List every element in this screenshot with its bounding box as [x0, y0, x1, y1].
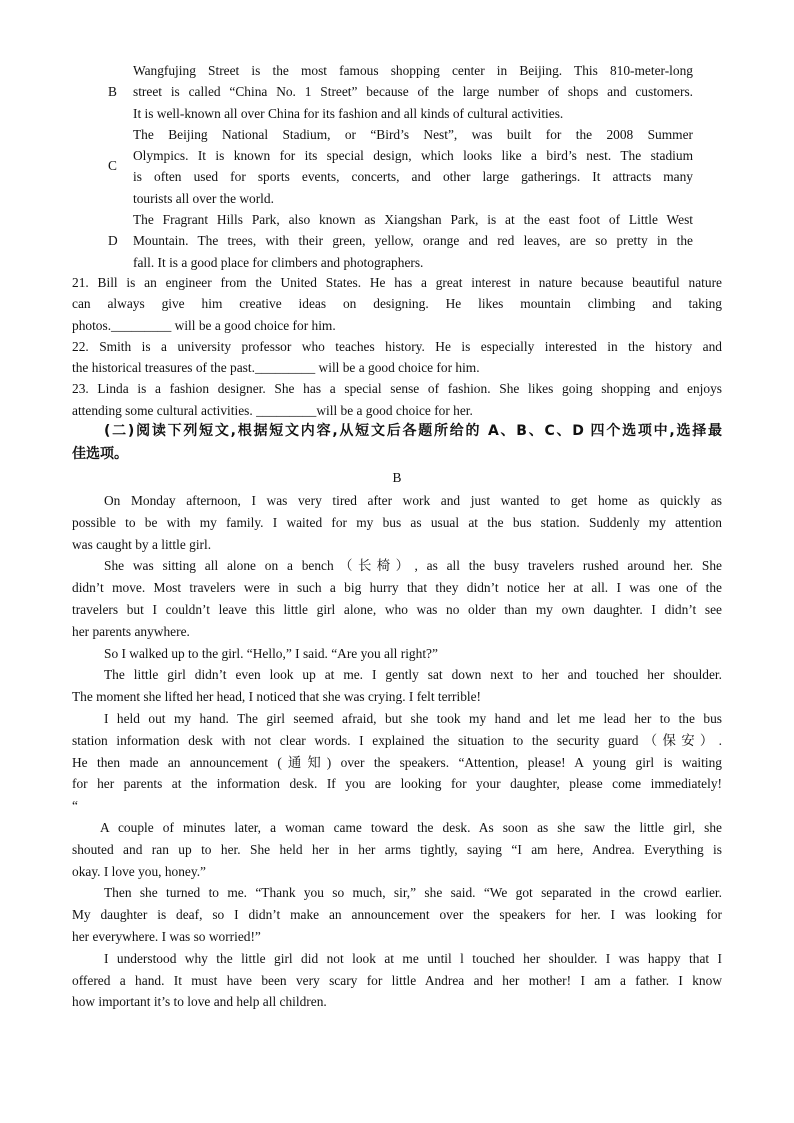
text-line: My daughter is deaf, so I didn’t make an announcement over the speakers for her. I was looking for [72, 907, 722, 923]
text-line: is often used for sports events, concerts, and other large gatherings. It attracts many [133, 169, 693, 185]
text-line: her parents anywhere. [72, 623, 190, 639]
section-heading [72, 420, 722, 466]
text-line: So I walked up to the girl. “Hello,” I said. “Are you all right?” [104, 645, 438, 661]
heading-line: (二)阅读下列短文,根据短文内容,从短文后各题所给的 A、B、C、D 四个选项中,选择最 [104, 423, 722, 439]
text-line: didn’t move. Most travelers were in such a big hurry that they didn’t notice her at all. I was one of the [72, 580, 722, 596]
text-line: possible to be with my family. I waited for my bus as usual at the bus station. Suddenly my attention [72, 514, 722, 530]
text-line: 23. Linda is a fashion designer. She has a special sense of fashion. She likes going shopping and enjoys [72, 381, 722, 397]
option-d [100, 209, 700, 273]
text-line: The little girl didn’t even look up at me. I gently sat down next to her and touched her shoulder. [104, 667, 722, 683]
text-line: tourists all over the world. [133, 190, 274, 206]
option-letter: C [108, 158, 117, 174]
text-line: was caught by a little girl. [72, 536, 212, 552]
text-line: “ [72, 798, 78, 814]
text-line: how important it’s to love and help all children. [72, 994, 327, 1010]
text-line: I understood why the little girl did not look at me until l touched her shoulder. I was happy that I [104, 950, 722, 966]
text-line: fall. It is a good place for climbers and photographers. [133, 254, 424, 270]
text-line: for her parents at the information desk. If you are looking for your daughter, please come immediately! [72, 776, 722, 792]
text-line: offered a hand. It must have been very scary for little Andrea and her mother! I am a father. I know [72, 972, 722, 988]
text-line: her everywhere. I was so worried!” [72, 928, 261, 944]
text-line: shouted and ran up to her. She held her in her arms tightly, saying “I am here, Andrea. Everything is [72, 841, 722, 857]
option-text [133, 60, 693, 124]
text-line: street is called “China No. 1 Street” because of the large number of shops and customers. [133, 84, 693, 100]
text-line: She was sitting all alone on a bench（长椅）, as all the busy travelers rushed around her. She [104, 558, 722, 574]
text-line: Olympics. It is known for its special design, which looks like a bird’s nest. The stadium [133, 148, 693, 164]
text-line: The Beijing National Stadium, or “Bird’s Nest”, was built for the 2008 Summer [133, 126, 693, 142]
text-line: 22. Smith is a university professor who teaches history. He is especially interested in the history and [72, 338, 722, 354]
text-line: can always give him creative ideas on designing. He likes mountain climbing and taking [72, 296, 722, 312]
text-line: Mountain. The trees, with their green, yellow, orange and red leaves, are so pretty in the [133, 233, 693, 249]
option-c [100, 124, 700, 209]
text-line: It is well-known all over China for its fashion and all kinds of cultural activities. [133, 105, 564, 121]
paragraph [72, 555, 722, 642]
option-letter: D [108, 233, 118, 249]
paragraph [72, 664, 722, 708]
heading-line: 佳选项。 [72, 446, 128, 462]
paragraph [72, 490, 722, 555]
question-23 [72, 378, 722, 421]
text-line: travelers but I couldn’t leave this little girl alone, who was no older than my own daughter. I didn’t see [72, 601, 722, 617]
text-line: station information desk with not clear words. I explained the situation to the security guard（保安）. [72, 732, 722, 748]
text-line: photos._________ will be a good choice for him. [72, 317, 336, 333]
text-line: The Fragrant Hills Park, also known as Xiangshan Park, is at the east foot of Little West [133, 212, 693, 228]
text-line: attending some cultural activities. _________will be a good choice for her. [72, 402, 473, 418]
options-table [100, 60, 700, 273]
paragraph [72, 882, 722, 947]
passage-title: B [392, 470, 402, 485]
text-line: Wangfujing Street is the most famous shopping center in Beijing. This 810-meter-long [133, 63, 693, 78]
text-line: 21. Bill is an engineer from the United States. He has a great interest in nature because beautiful nature [72, 275, 722, 290]
text-line: He then made an announcement (通知) over the speakers. “Attention, please! A young girl is waiting [72, 754, 722, 770]
question-22 [72, 336, 722, 379]
text-line: the historical treasures of the past._________ will be a good choice for him. [72, 360, 480, 376]
option-letter: B [108, 83, 117, 99]
questions [72, 272, 722, 421]
option-text [133, 209, 693, 273]
option-b [100, 60, 700, 124]
paragraph [72, 948, 722, 1013]
text-line: Then she turned to me. “Thank you so much, sir,” she said. “We got separated in the crowd earlier. [104, 885, 722, 901]
question-21 [72, 272, 722, 336]
paragraph [72, 643, 722, 665]
reading-passage [72, 490, 722, 1013]
text-line: okay. I love you, honey.” [72, 863, 206, 879]
text-line: The moment she lifted her head, I noticed that she was crying. I felt terrible! [72, 689, 482, 705]
text-line: A couple of minutes later, a woman came toward the desk. As soon as she saw the little girl, she [100, 819, 722, 835]
paragraph [72, 817, 722, 882]
paragraph [72, 708, 722, 817]
text-line: On Monday afternoon, I was very tired after work and just wanted to get home as quickly as [104, 493, 722, 508]
text-line: I held out my hand. The girl seemed afraid, but she took my hand and let me lead her to the bus [104, 710, 722, 726]
option-text [133, 124, 693, 209]
